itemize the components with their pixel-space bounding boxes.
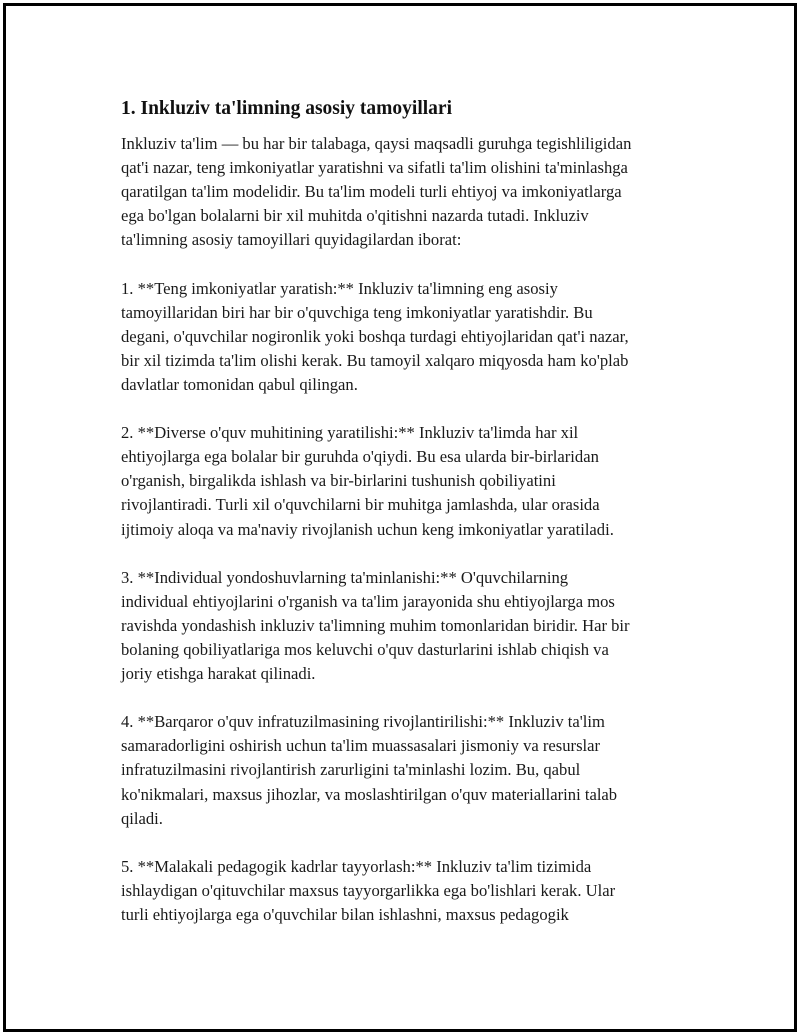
text-line: joriy etishga harakat qilinadi. xyxy=(121,664,316,684)
text-line: davlatlar tomonidan qabul qilingan. xyxy=(121,374,358,394)
text-line: 5. **Malakali pedagogik kadrlar tayyorlash:** Inkluziv ta'lim tizimida xyxy=(121,856,592,876)
text-line: 4. **Barqaror o'quv infratuzilmasining rivojlantirilishi:** Inkluziv ta'lim xyxy=(121,712,605,732)
text-line: tamoyillaridan biri har bir o'quvchiga teng imkoniyatlar yaratishdir. Bu xyxy=(121,302,593,322)
text-line: 3. **Individual yondoshuvlarning ta'minlanishi:** O'quvchilarning xyxy=(121,567,569,587)
text-line: bir xil tizimda ta'lim olishi kerak. Bu tamoyil xalqaro miqyosda ham ko'plab xyxy=(121,350,629,370)
text-line: ijtimoiy aloqa va ma'naviy rivojlanish uchun keng imkoniyatlar yaratiladi. xyxy=(121,519,614,539)
text-line: ravishda yondashish inkluziv ta'limning muhim tomonlaridan biridir. Har bir xyxy=(121,615,630,635)
text-line: ishlaydigan o'qituvchilar maxsus tayyorgarlikka ega bo'lishlari kerak. Ular xyxy=(121,880,616,900)
text-line: infratuzilmasini rivojlantirish zarurligini ta'minlashi lozim. Bu, qabul xyxy=(121,760,581,780)
text-line: ega bo'lgan bolalarni bir xil muhitda o'qitishni nazarda tutadi. Inkluziv xyxy=(121,206,589,226)
intro-paragraph xyxy=(121,132,706,252)
document-body xyxy=(121,96,706,951)
page-frame xyxy=(3,3,797,1032)
text-line: o'rganish, birgalikda ishlash va bir-birlarini tushunish qobiliyatini xyxy=(121,471,556,491)
text-line: rivojlantiradi. Turli xil o'quvchilarni bir muhitga jamlashda, ular orasida xyxy=(121,495,600,515)
text-line: individual ehtiyojlarini o'rganish va ta'lim jarayonida shu ehtiyojlarga mos xyxy=(121,591,615,611)
text-line: qaratilgan ta'lim modelidir. Bu ta'lim modeli turli ehtiyoj va imkoniyatlarga xyxy=(121,182,622,202)
text-line: ta'limning asosiy tamoyillari quyidagilardan iborat: xyxy=(121,230,462,250)
text-line: samaradorligini oshirish uchun ta'lim muassasalari jismoniy va resurslar xyxy=(121,736,601,756)
text-line: 1. **Teng imkoniyatlar yaratish:** Inkluziv ta'limning eng asosiy xyxy=(121,278,558,298)
principle-4-paragraph xyxy=(121,710,706,830)
text-line: qat'i nazar, teng imkoniyatlar yaratishni va sifatli ta'lim olishini ta'minlashga xyxy=(121,158,628,178)
text-line: 2. **Diverse o'quv muhitining yaratilishi:** Inkluziv ta'limda har xil xyxy=(121,423,579,443)
text-line: Inkluziv ta'lim — bu har bir talabaga, qaysi maqsadli guruhga tegishliligidan xyxy=(121,134,632,153)
text-line: qiladi. xyxy=(121,808,163,828)
text-line: ehtiyojlarga ega bolalar bir guruhda o'qiydi. Bu esa ularda bir-birlaridan xyxy=(121,447,599,467)
principle-3-paragraph xyxy=(121,566,706,686)
section-heading: 1. Inkluziv ta'limning asosiy tamoyillari xyxy=(121,98,452,119)
principle-2-paragraph xyxy=(121,421,706,541)
text-line: ko'nikmalari, maxsus jihozlar, va moslashtirilgan o'quv materiallarini talab xyxy=(121,784,618,804)
principle-1-paragraph xyxy=(121,277,706,397)
text-line: degani, o'quvchilar nogironlik yoki boshqa turdagi ehtiyojlaridan qat'i nazar, xyxy=(121,326,629,346)
text-line: bolaning qobiliyatlariga mos keluvchi o'quv dasturlarini ishlab chiqish va xyxy=(121,639,609,659)
text-line: turli ehtiyojlarga ega o'quvchilar bilan ishlashni, maxsus pedagogik xyxy=(121,905,569,924)
principle-5-paragraph xyxy=(121,855,706,927)
